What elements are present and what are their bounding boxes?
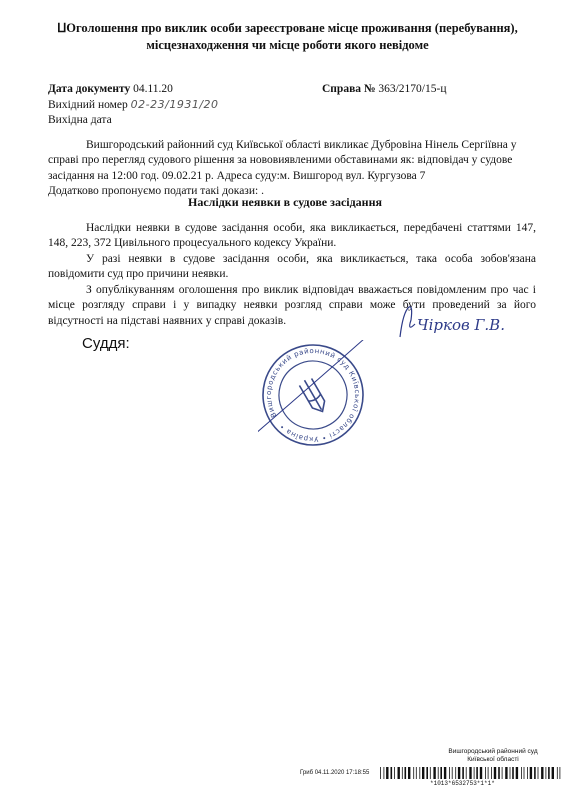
intro-paragraph <box>48 138 536 199</box>
doc-date-label: Дата документу <box>48 83 131 95</box>
outgoing-number-label: Вихідний номер <box>48 99 128 111</box>
document-title <box>40 20 535 54</box>
case-label: Справа № <box>322 83 376 95</box>
paragraph-2: У разі неявки в судове засідання особи, яка викликається, така особа зобов'язана повідомити суд про причини неявки. <box>48 253 536 281</box>
barcode <box>380 767 565 779</box>
barcode-text: *1013*6532753*1*1* <box>430 780 495 787</box>
footer-court <box>418 748 568 764</box>
outgoing-number-value: 02-23/1931/20 <box>130 98 219 111</box>
section-title: Наслідки неявки в судове засідання <box>187 195 382 209</box>
print-stamp: Гриб 04.11.2020 17:18:55 <box>300 770 370 776</box>
judge-signature <box>395 302 545 347</box>
intro-line-3: засідання на 12:00 год. 09.02.21 р. Адреса суду:м. Вишгород вул. Кургузова 7 <box>48 169 426 182</box>
paragraph-3: З опублікуванням оголошення про виклик відповідач вважається повідомленим про час і місце розгляду справи і у випадку неявки розгляд справи може бути проведений за його відсутності на підставі наявних у справі доказів. <box>48 284 536 327</box>
outgoing-date-label: Вихідна дата <box>48 114 112 126</box>
intro-line-4: Додатково пропонуємо подати такі докази: . <box>48 184 264 197</box>
doc-date-value: 04.11.20 <box>133 83 173 95</box>
judge-label: Суддя: <box>82 335 130 352</box>
case-value: 363/2170/15-ц <box>378 83 447 95</box>
court-stamp <box>258 340 368 450</box>
document-meta <box>48 82 219 128</box>
title-line-2: місцезнаходження чи місце роботи якого невідоме <box>146 38 429 52</box>
stamp-ring-text: Вишгородський районний суд Київської області • Україна • <box>264 346 362 444</box>
paragraph-1: Наслідки неявки в судове засідання особи, яка викликається, передбачені статтями 147, 148, 223, 372 Цивільного процесуального кодексу України. <box>48 222 536 250</box>
footer-court-line-2: Київської області <box>467 756 519 763</box>
intro-line-1: Вишгородський районний суд Київської області викликає Дубровіна Нінель Сергіївна у <box>86 139 517 151</box>
intro-line-2: справі про перегляд судового рішення за нововиявленими обставинами як: відповідач у судове <box>48 154 513 167</box>
signature-text: Чірков Г.В. <box>417 316 505 334</box>
footer-court-line-1: Вишгородський районний суд <box>448 748 538 755</box>
case-number <box>322 82 446 97</box>
title-line-1: ⨿Оголошення про виклик особи зареєстроване місце проживання (перебування), <box>57 21 518 35</box>
